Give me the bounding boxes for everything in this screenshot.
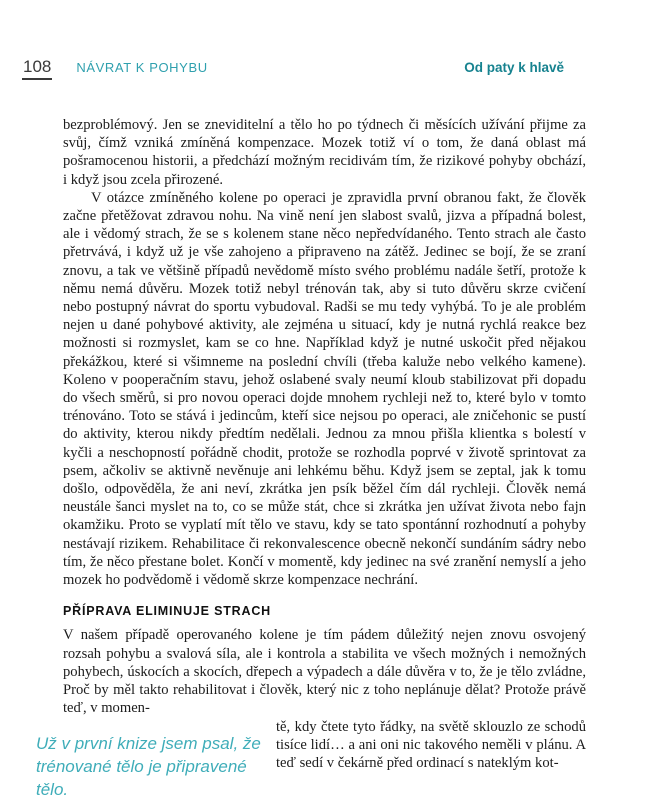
body-text-block xyxy=(36,116,586,800)
paragraph-knee-fear: V otázce zmíněného kolene po operaci je zpravidla první obranou fakt, že člověk začne přetěžovat zdravou nohu. Na vině není jen slabost svalů, jizva a případná bolest, ale i vědomý strach, že se s kolenem stane něco nepředvídaného. Tento strach ale často přetrvává, i když už je vše zahojeno a připraveno na zátěž. Jedinec se bojí, že se zraní znovu, a tak ve většině případů nevědomě místo svého problému nadále šetří, protože k němu nemá důvěru. Mozek totiž nebyl trénován tak, aby si tuto důvěru skrze cvičení nebo postupný návrat do sportu vybudoval. Radši se mu tedy vyhýbá. To je ale problém nejen u dané pohybové aktivity, ale zejména u situací, kdy je nutná rychlá reakce bez možnosti si rozmyslet, kam se co hne. Například když je nutné uskočit před nějakou překážkou, které si všimneme na poslední chvíli (třeba kaluže nebo velkého kamene). Koleno v pooperačním stavu, jehož oslabené svaly neumí kloub stabilizovat při dopadu do všech směrů, si pro novou operaci dojde mnohem rychleji než to, které bylo v tomto trénováno. Toto se stává i jedincům, kteří sice nejsou po operaci, ale zničehonic se pustí do aktivity, kterou nikdy předtím nedělali. Jednou za mnou přišla klientka s bolestí v kyčli a neschopností pořádně chodit, protože se rozhodla poprvé v životě sprintovat za psem, ačkoliv se aktivně nevěnuje ani lehkému běhu. Když jsem se zeptal, jak k tomu došlo, odpověděla, že ani neví, zkrátka jen psík běžel čím dál rychleji. Člověk nemá neustále šanci myslet na to, co se může stát, chce si zkrátka jen užívat života nebo fajn okamžiku. Proto se vyplatí mít tělo ve stavu, kdy se tato spontánní rozhodnutí a pohyby nestávají rizikem. Rehabilitace či rekonvalescence obecně nekončí sundáním sádry nebo tím, že něco přestane bolet. Končí v momentě, kdy jedinec na své zranění nemyslí a jeho mozek ho podvědomě i vědomě skrze kompenzace nechrání. xyxy=(63,189,586,589)
paragraph-continuation: bezproblémový. Jen se zneviditelní a tělo ho po týdnech či měsících užívání přijme za svůj, čímž vzniká zmíněná kompenzace. Mozek totiž ví o tom, že daná oblast má pošramocenou historii, a předchází možným recidivám tím, že rizikové pohyby obchází, i když jsou zcela přirozené. xyxy=(63,117,586,188)
page-number: 108 xyxy=(22,58,52,80)
paragraph-rehab-part-2: tě, kdy čtete tyto řádky, na světě sklouzlo ze schodů tisíce lidí… a ani oni nic takového neměli v plánu. A teď sedí v čekárně před ordinací s nateklým kot- xyxy=(276,718,586,771)
subheading-priprava-eliminuje-strach: PŘÍPRAVA ELIMINUJE STRACH xyxy=(63,604,271,619)
pullquote-wrap-region xyxy=(36,718,586,800)
chapter-title: NÁVRAT K POHYBU xyxy=(76,60,208,75)
section-title: Od paty k hlavě xyxy=(464,60,564,75)
pullquote-column xyxy=(36,718,276,800)
pull-quote: Už v první knize jsem psal, že trénované tělo je připravené tělo. xyxy=(36,733,261,799)
running-header xyxy=(22,58,586,80)
paragraph-rehab-part-1: V našem případě operovaného kolene je tím pádem důležitý nejen znovu osvojený rozsah pohybu a svalová síla, ale i kontrola a stabilita ve všech možných i nemožných pohybech, úskocích a skocích, dřepech a výpadech a dále důvěra v to, že je tělo zvládne, Proč by měl takto rehabilitovat i člověk, který nic z toho neplánuje dělat? Protože právě teď, v momen- xyxy=(63,627,586,717)
